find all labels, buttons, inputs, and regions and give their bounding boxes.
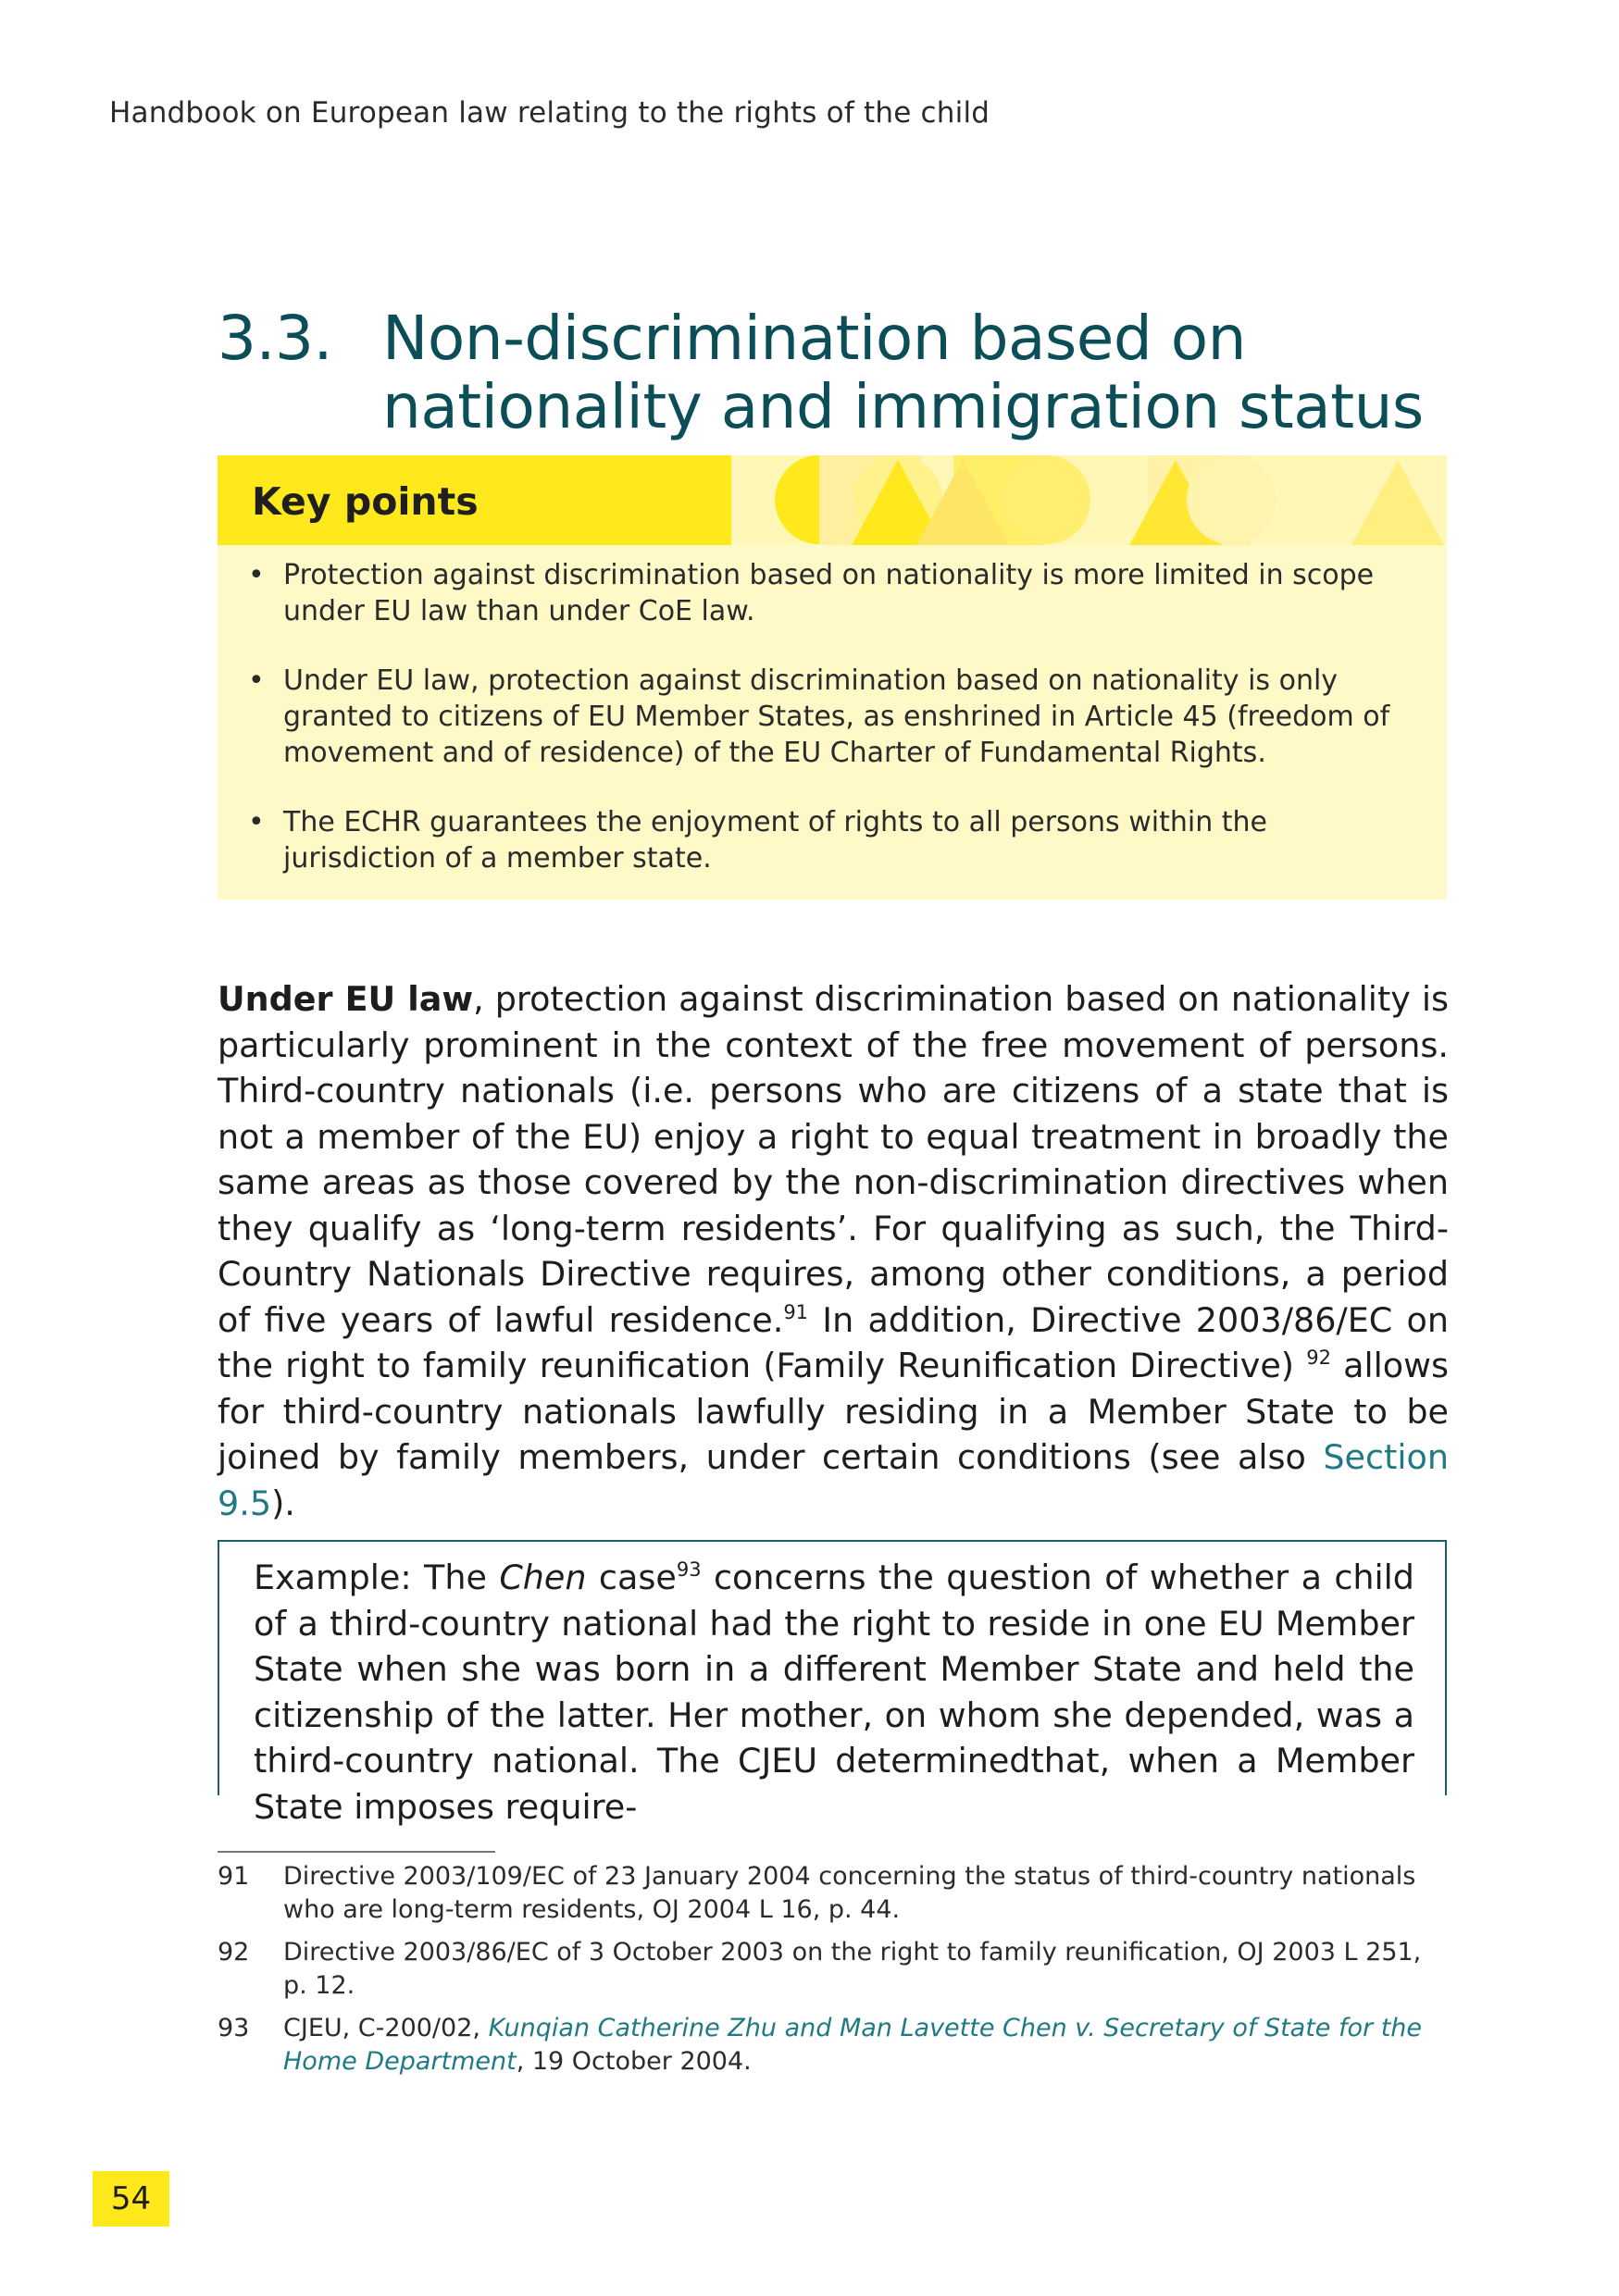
case-name: Chen bbox=[499, 1558, 587, 1597]
footnote-number: 92 bbox=[218, 1938, 250, 1967]
body-paragraph bbox=[218, 976, 1449, 1526]
list-item bbox=[218, 804, 1447, 876]
key-point-text: The ECHR guarantees the enjoyment of rights to all persons within the jurisdiction of a member state. bbox=[283, 806, 1267, 875]
footnote-number: 93 bbox=[218, 2014, 250, 2042]
section-title-line2: nationality and immigration status bbox=[382, 371, 1424, 443]
example-body: concerns the question of whether a child of a third-country national had the right to reside in one EU Member State when she was born in a different Member State and held the citizenship of the latter. Her mother, on whom she depended, was a third-country national. The CJEU determinedthat, when a Member State imposes require- bbox=[254, 1558, 1414, 1827]
footnote-ref[interactable]: 92 bbox=[1306, 1347, 1331, 1369]
section-title-line1: Non-discrimination based on bbox=[382, 303, 1246, 375]
list-item bbox=[218, 557, 1447, 629]
key-point-text: Protection against discrimination based on nationality is more limited in scope under EU law than under CoE law. bbox=[283, 559, 1375, 627]
key-point-text: Under EU law, protection against discrimination based on nationality is only granted to citizens of EU Member States, as enshrined in Article 45 (freedom of movement and of residence) of the EU Charter of Fundamental Rights. bbox=[283, 664, 1390, 769]
footnote bbox=[218, 2012, 1449, 2079]
footnote-prefix: CJEU, C-200/02, bbox=[283, 2014, 489, 2042]
section-number: 3.3. bbox=[218, 303, 332, 375]
footnotes bbox=[218, 1860, 1449, 2088]
footnote-suffix: , 19 October 2004. bbox=[516, 2047, 752, 2076]
footnote bbox=[218, 1936, 1449, 2003]
footnote-ref[interactable]: 93 bbox=[676, 1558, 702, 1581]
example-case-word: case bbox=[586, 1558, 677, 1597]
page-number: 54 bbox=[93, 2171, 169, 2227]
section-link[interactable]: Section 9.5 bbox=[218, 1437, 1449, 1523]
body-text-segment: ). bbox=[271, 1483, 295, 1523]
footnote-number: 91 bbox=[218, 1862, 250, 1891]
case-link[interactable]: Kunqian Catherine Zhu and Man Lavette Chen v. Secretary of State for the Home Department bbox=[283, 2014, 1423, 2076]
key-points-title: Key points bbox=[252, 479, 479, 524]
footnote-text: Directive 2003/109/EC of 23 January 2004 concerning the status of third-country nationals who are long-term residents, OJ 2004 L 16, p. 44. bbox=[283, 1862, 1416, 1924]
bullet-icon: • bbox=[248, 664, 265, 697]
example-prefix: Example: The bbox=[254, 1558, 500, 1597]
body-text-segment: In addition, Directive 2003/86/EC on the right to family reunification (Family Reunification Directive) bbox=[218, 1299, 1449, 1385]
key-points-header bbox=[218, 455, 1447, 545]
bullet-icon: • bbox=[248, 559, 265, 591]
key-points-box bbox=[218, 455, 1447, 900]
list-item bbox=[218, 663, 1447, 771]
example-box bbox=[218, 1540, 1447, 1827]
decorative-shapes-icon bbox=[731, 455, 1447, 545]
body-text-segment: allows for third-country nationals lawfully residing in a Member State to be joined by family members, under certain conditions (see also bbox=[218, 1346, 1450, 1477]
footnote-text: Directive 2003/86/EC of 3 October 2003 on the right to family reunification, OJ 2003 L 251, p. 12. bbox=[283, 1938, 1422, 2000]
example-text bbox=[254, 1555, 1414, 1830]
footnote bbox=[218, 1860, 1449, 1927]
footnote-ref[interactable]: 91 bbox=[783, 1300, 809, 1323]
key-points-list bbox=[218, 557, 1447, 910]
running-header: Handbook on European law relating to the rights of the child bbox=[109, 96, 990, 130]
section-title bbox=[382, 304, 1458, 441]
section-heading bbox=[218, 304, 1458, 441]
body-lead: Under EU law bbox=[218, 979, 474, 1019]
body-text-segment: , protection against discrimination based on nationality is particularly prominent in the context of the free movement of persons. Third-country nationals (i.e. persons who are citizens of a state that is not a member of the EU) enjoy a right to equal treatment in broadly the same areas as those covered by the non-discrimination directives when they qualify as ‘long-term residents’. For qualifying as such, the Third-Country Nationals Directive requires, among other conditions, a period of five years of lawful residence. bbox=[218, 979, 1449, 1340]
footnote-divider bbox=[218, 1851, 495, 1853]
bullet-icon: • bbox=[248, 806, 265, 838]
